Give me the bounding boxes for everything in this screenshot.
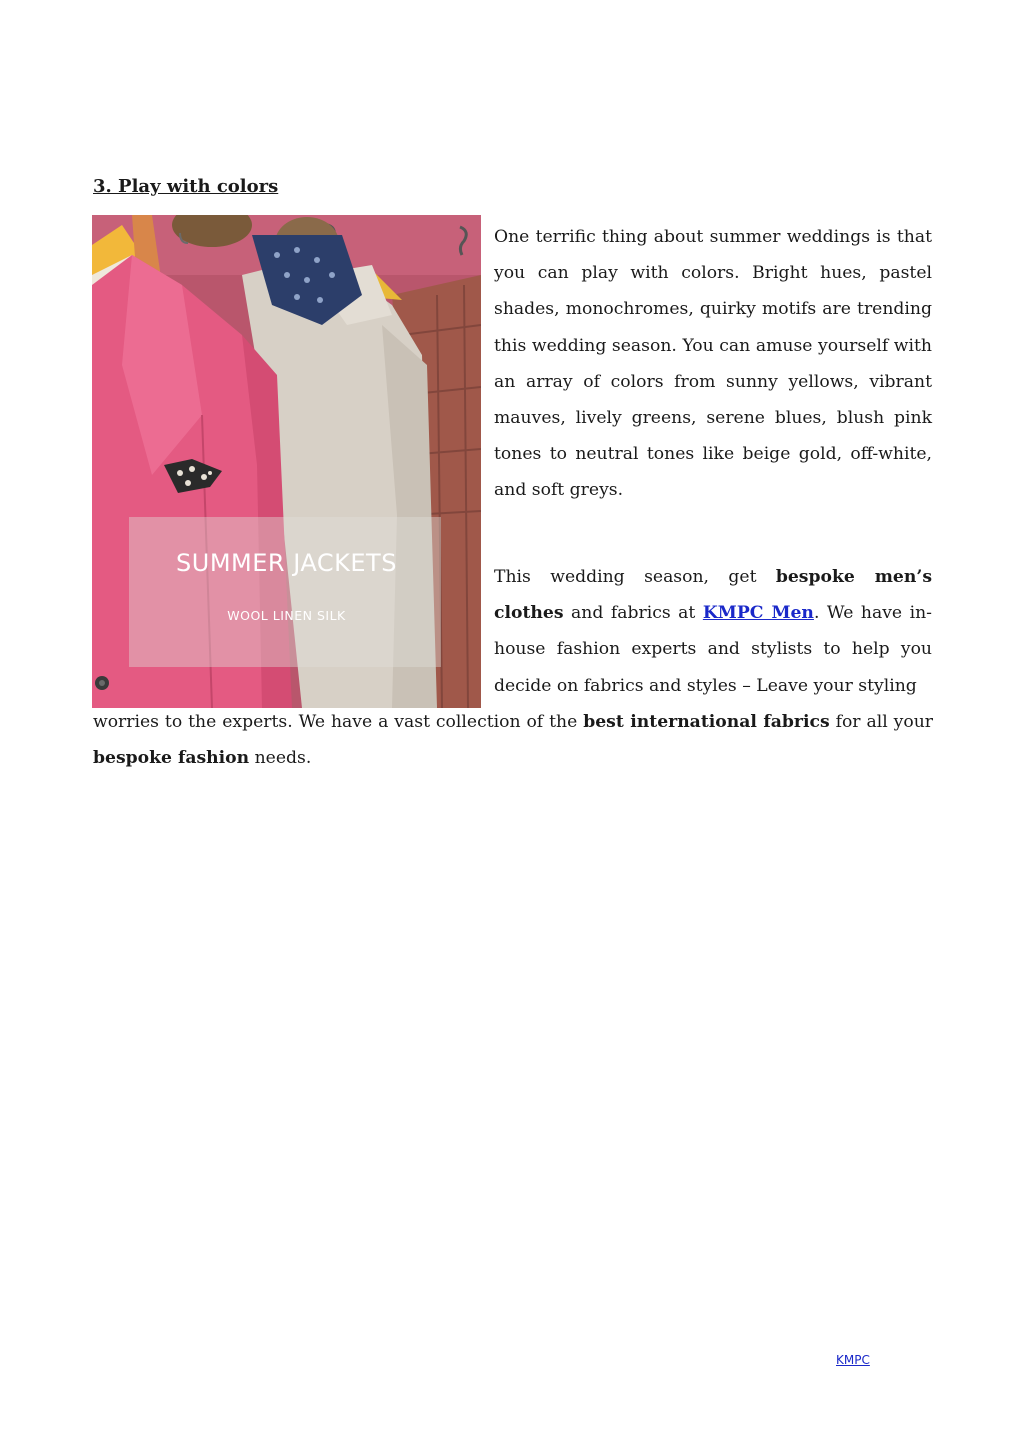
footer-kmpc-link[interactable]: KMPC [836,1353,870,1367]
photo-caption-overlay [129,517,441,667]
summer-jackets-photo [92,215,481,708]
paragraph-text: needs. [249,748,312,769]
paragraph-text: and fabrics at [563,603,703,624]
photo-title: SUMMER JACKETS [176,549,397,577]
bold-text: best international fabrics [583,712,830,732]
paragraph-colors: One terrific thing about summer weddings is that you can play with colors. Bright hues, pastel shades, monochromes, quirky motifs are trending this wedding season. You can amuse yourself with an array of colors from sunny yellows, vibrant mauves, lively greens, serene blues, blush pink tones to neutral tones like beige gold, off-white, and soft greys. [494,227,932,501]
paragraph-text: for all your [829,712,933,732]
photo-subtitle: WOOL LINEN SILK [227,608,346,623]
paragraph-fabrics [93,704,933,776]
paragraph-text: worries to the experts. We have a vast collection of the [93,712,584,732]
kmpc-men-link[interactable]: KMPC Men [702,603,814,624]
bold-text: bespoke fashion [93,748,250,769]
section-heading: 3. Play with colors [93,176,279,197]
paragraph-text: . We have in-house fashion experts and stylists to help you decide on fabrics and styles – Leave your styling [494,603,932,696]
paragraph-bespoke [494,559,932,704]
paragraph-text: This wedding season, get [494,567,776,587]
bold-text: bespoke men’s clothes [494,567,932,624]
